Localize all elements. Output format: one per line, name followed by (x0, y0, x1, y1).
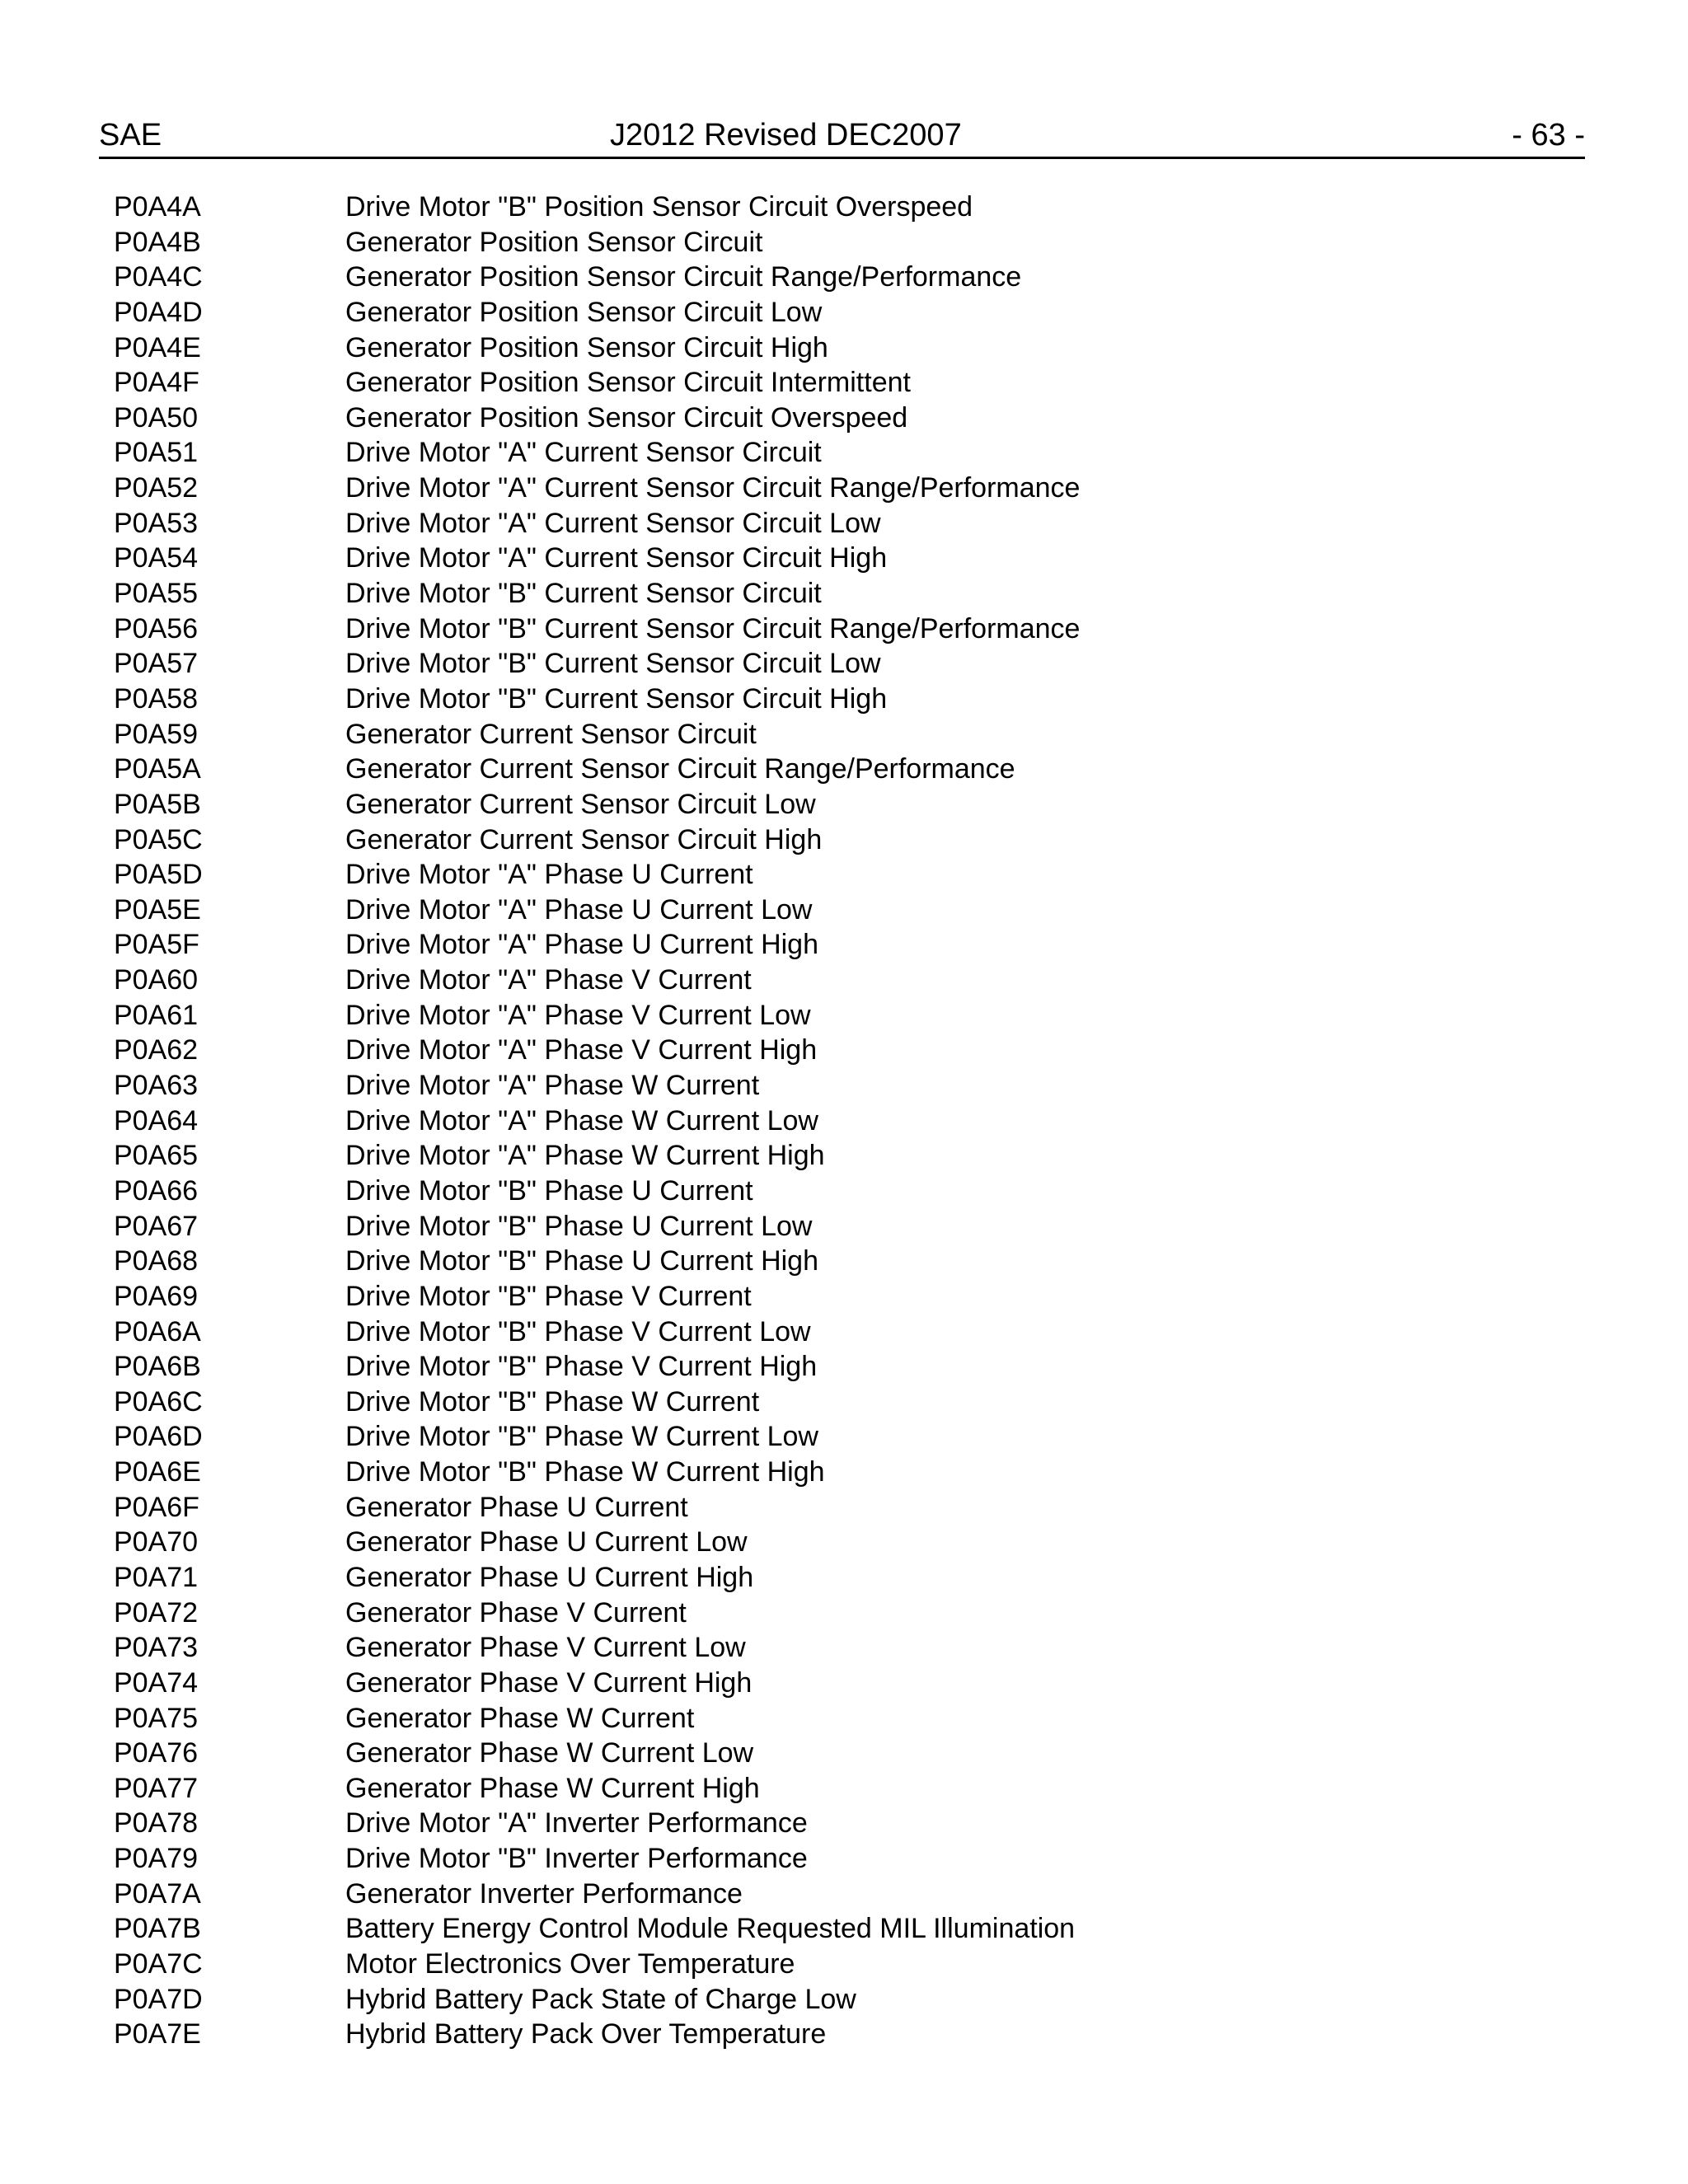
dtc-row (114, 1033, 1432, 1068)
dtc-code: P0A6E (114, 1456, 201, 1488)
dtc-row (114, 998, 1432, 1033)
dtc-description: Drive Motor "B" Phase V Current High (345, 1351, 818, 1383)
dtc-row (114, 1841, 1432, 1877)
dtc-description: Drive Motor "B" Current Sensor Circuit (345, 578, 822, 610)
dtc-code: P0A7A (114, 1877, 201, 1910)
dtc-code: P0A55 (114, 578, 199, 610)
dtc-description: Generator Phase U Current High (345, 1561, 754, 1593)
dtc-code: P0A63 (114, 1070, 199, 1102)
dtc-row (114, 1736, 1432, 1771)
dtc-description: Drive Motor "A" Phase V Current High (345, 1034, 818, 1066)
dtc-code: P0A53 (114, 507, 199, 539)
dtc-description: Drive Motor "B" Phase V Current Low (345, 1315, 811, 1347)
dtc-row (114, 717, 1432, 752)
dtc-code: P0A77 (114, 1772, 199, 1804)
dtc-description: Drive Motor "A" Current Sensor Circuit Range/Performance (345, 472, 1081, 504)
dtc-code: P0A73 (114, 1632, 199, 1664)
dtc-description: Generator Position Sensor Circuit Low (345, 296, 823, 328)
dtc-code: P0A79 (114, 1843, 199, 1875)
dtc-row (114, 576, 1432, 612)
dtc-row (114, 1666, 1432, 1701)
dtc-row (114, 787, 1432, 823)
dtc-code: P0A5F (114, 929, 199, 961)
dtc-row (114, 1138, 1432, 1174)
dtc-code: P0A75 (114, 1702, 199, 1734)
dtc-row (114, 1419, 1432, 1455)
dtc-code: P0A68 (114, 1245, 199, 1277)
dtc-code: P0A58 (114, 682, 199, 715)
dtc-code: P0A57 (114, 648, 199, 680)
dtc-row (114, 1771, 1432, 1807)
dtc-description: Drive Motor "B" Phase U Current Low (345, 1210, 813, 1242)
dtc-code: P0A71 (114, 1561, 199, 1593)
dtc-row (114, 401, 1432, 436)
dtc-row (114, 1877, 1432, 1912)
dtc-row (114, 1525, 1432, 1560)
dtc-row (114, 1279, 1432, 1315)
dtc-description: Drive Motor "B" Phase U Current High (345, 1245, 818, 1277)
dtc-description: Drive Motor "A" Inverter Performance (345, 1807, 808, 1840)
dtc-description: Generator Position Sensor Circuit High (345, 331, 828, 363)
dtc-description: Drive Motor "B" Phase W Current Low (345, 1421, 818, 1453)
dtc-row (114, 1244, 1432, 1279)
dtc-code: P0A60 (114, 964, 199, 996)
dtc-row (114, 1947, 1432, 1982)
dtc-description: Motor Electronics Over Temperature (345, 1948, 795, 1980)
dtc-code: P0A74 (114, 1666, 199, 1699)
dtc-code: P0A56 (114, 612, 199, 644)
dtc-code: P0A4C (114, 261, 203, 293)
dtc-code: P0A59 (114, 718, 199, 750)
dtc-row (114, 541, 1432, 576)
dtc-description: Generator Phase W Current (345, 1702, 695, 1734)
dtc-description: Generator Position Sensor Circuit Overspeed (345, 401, 908, 434)
dtc-row (114, 1455, 1432, 1490)
dtc-code: P0A6C (114, 1385, 203, 1418)
dtc-code: P0A65 (114, 1140, 199, 1172)
dtc-description: Generator Phase W Current Low (345, 1737, 754, 1769)
dtc-description: Drive Motor "B" Current Sensor Circuit Low (345, 648, 881, 680)
dtc-description: Drive Motor "A" Current Sensor Circuit Low (345, 507, 881, 539)
dtc-row (114, 682, 1432, 717)
dtc-code: P0A4F (114, 367, 199, 399)
dtc-code: P0A5C (114, 823, 203, 855)
dtc-row (114, 1315, 1432, 1350)
dtc-row (114, 1349, 1432, 1385)
dtc-code: P0A4B (114, 226, 201, 258)
dtc-description: Drive Motor "B" Phase U Current (345, 1174, 753, 1207)
dtc-code: P0A54 (114, 542, 199, 574)
dtc-code: P0A78 (114, 1807, 199, 1840)
dtc-code: P0A5D (114, 859, 203, 891)
dtc-description: Generator Position Sensor Circuit Intermittent (345, 367, 911, 399)
dtc-description: Generator Current Sensor Circuit High (345, 823, 823, 855)
dtc-code: P0A5E (114, 893, 201, 926)
dtc-row (114, 893, 1432, 928)
dtc-code: P0A5A (114, 753, 201, 785)
dtc-code: P0A66 (114, 1174, 199, 1207)
page-number: - 63 - (1512, 118, 1585, 152)
dtc-row (114, 471, 1432, 506)
dtc-row (114, 1104, 1432, 1139)
dtc-description: Drive Motor "B" Current Sensor Circuit High (345, 682, 888, 715)
dtc-row (114, 1982, 1432, 2018)
dtc-description: Generator Current Sensor Circuit Low (345, 788, 816, 820)
dtc-row (114, 857, 1432, 893)
dtc-description: Drive Motor "A" Phase W Current High (345, 1140, 825, 1172)
dtc-row (114, 1911, 1432, 1947)
dtc-description: Drive Motor "A" Current Sensor Circuit (345, 437, 822, 469)
dtc-description: Drive Motor "B" Phase W Current (345, 1385, 760, 1418)
dtc-code: P0A7C (114, 1948, 203, 1980)
dtc-row (114, 612, 1432, 647)
dtc-row (114, 1701, 1432, 1736)
dtc-row (114, 330, 1432, 366)
dtc-code: P0A6D (114, 1421, 203, 1453)
dtc-row (114, 1630, 1432, 1666)
dtc-row (114, 1596, 1432, 1631)
dtc-code: P0A62 (114, 1034, 199, 1066)
dtc-row (114, 2017, 1432, 2052)
dtc-row (114, 1490, 1432, 1526)
dtc-row (114, 295, 1432, 330)
dtc-code: P0A7D (114, 1983, 203, 2015)
dtc-description: Drive Motor "A" Phase V Current Low (345, 999, 811, 1031)
dtc-row (114, 435, 1432, 471)
dtc-row (114, 752, 1432, 787)
dtc-code: P0A6F (114, 1491, 199, 1523)
dtc-row (114, 190, 1432, 225)
dtc-description: Drive Motor "B" Phase W Current High (345, 1456, 825, 1488)
dtc-code: P0A51 (114, 437, 199, 469)
dtc-row (114, 1209, 1432, 1244)
dtc-description: Drive Motor "A" Phase U Current High (345, 929, 818, 961)
dtc-description: Drive Motor "A" Phase U Current Low (345, 893, 813, 926)
dtc-description: Drive Motor "A" Phase W Current (345, 1070, 760, 1102)
dtc-description: Drive Motor "A" Phase U Current (345, 859, 753, 891)
page-header (99, 117, 1585, 159)
dtc-description: Hybrid Battery Pack Over Temperature (345, 2018, 827, 2050)
dtc-code: P0A76 (114, 1737, 199, 1769)
dtc-description: Generator Position Sensor Circuit (345, 226, 763, 258)
dtc-description: Generator Phase V Current Low (345, 1632, 746, 1664)
dtc-code: P0A4D (114, 296, 203, 328)
dtc-code: P0A7E (114, 2018, 201, 2050)
dtc-row (114, 1174, 1432, 1209)
dtc-description: Generator Current Sensor Circuit Range/Performance (345, 753, 1015, 785)
dtc-row (114, 963, 1432, 998)
dtc-code: P0A4A (114, 191, 201, 223)
dtc-description: Generator Position Sensor Circuit Range/Performance (345, 261, 1022, 293)
dtc-description: Generator Phase U Current Low (345, 1526, 748, 1558)
dtc-row (114, 506, 1432, 541)
dtc-row (114, 365, 1432, 401)
dtc-row (114, 1068, 1432, 1104)
dtc-description: Battery Energy Control Module Requested MIL Illumination (345, 1913, 1076, 1945)
dtc-row (114, 823, 1432, 858)
dtc-list (114, 190, 1432, 2052)
dtc-description: Drive Motor "B" Position Sensor Circuit Overspeed (345, 191, 973, 223)
dtc-code: P0A69 (114, 1280, 199, 1312)
dtc-code: P0A50 (114, 401, 199, 434)
dtc-code: P0A4E (114, 331, 201, 363)
dtc-row (114, 1806, 1432, 1841)
dtc-description: Drive Motor "B" Current Sensor Circuit Range/Performance (345, 612, 1081, 644)
header-standard: J2012 Revised DEC2007 (610, 118, 962, 152)
dtc-code: P0A7B (114, 1913, 201, 1945)
dtc-description: Generator Phase U Current (345, 1491, 688, 1523)
dtc-code: P0A70 (114, 1526, 199, 1558)
dtc-row (114, 1385, 1432, 1420)
dtc-code: P0A6B (114, 1351, 201, 1383)
dtc-description: Hybrid Battery Pack State of Charge Low (345, 1983, 856, 2015)
dtc-description: Generator Phase V Current High (345, 1666, 753, 1699)
dtc-description: Drive Motor "B" Inverter Performance (345, 1843, 808, 1875)
dtc-row (114, 1560, 1432, 1596)
dtc-description: Drive Motor "B" Phase V Current (345, 1280, 752, 1312)
dtc-description: Drive Motor "A" Phase W Current Low (345, 1104, 818, 1137)
header-org: SAE (99, 118, 162, 152)
dtc-description: Generator Current Sensor Circuit (345, 718, 757, 750)
dtc-code: P0A5B (114, 788, 201, 820)
dtc-row (114, 646, 1432, 682)
dtc-description: Generator Phase V Current (345, 1596, 687, 1629)
dtc-row (114, 260, 1432, 295)
dtc-description: Drive Motor "A" Current Sensor Circuit High (345, 542, 888, 574)
dtc-code: P0A72 (114, 1596, 199, 1629)
dtc-row (114, 927, 1432, 963)
dtc-row (114, 225, 1432, 260)
dtc-code: P0A61 (114, 999, 199, 1031)
dtc-code: P0A67 (114, 1210, 199, 1242)
dtc-code: P0A52 (114, 472, 199, 504)
dtc-description: Drive Motor "A" Phase V Current (345, 964, 752, 996)
dtc-description: Generator Phase W Current High (345, 1772, 760, 1804)
dtc-description: Generator Inverter Performance (345, 1877, 743, 1910)
dtc-code: P0A6A (114, 1315, 201, 1347)
dtc-code: P0A64 (114, 1104, 199, 1137)
